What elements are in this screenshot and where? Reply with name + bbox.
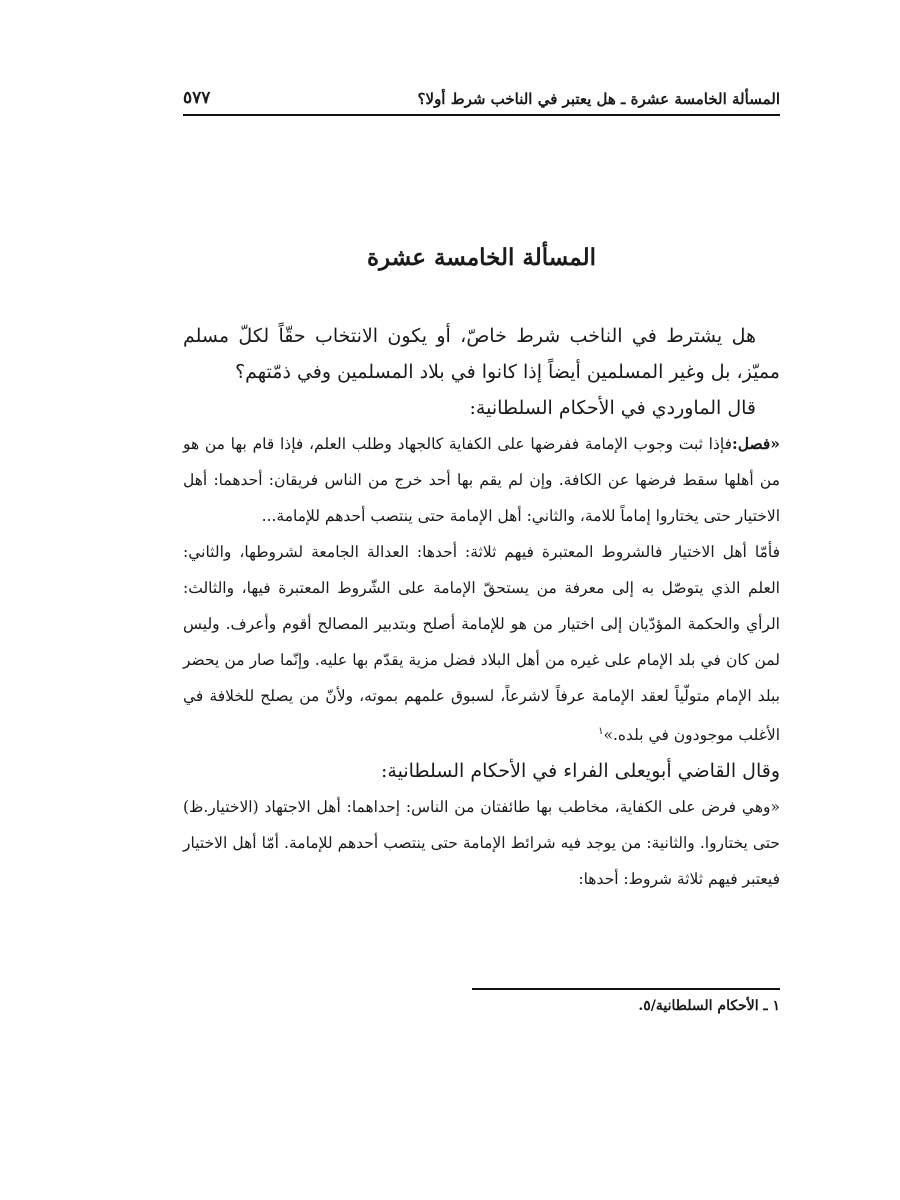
footnote-divider	[472, 988, 780, 990]
mawardi-intro: قال الماوردي في الأحكام السلطانية:	[469, 397, 756, 419]
abu-yala-quote: «وهي فرض على الكفاية، مخاطب بها طائفتان من الناس: إحداهما: أهل الاجتهاد (الاختيار.ظ) حتى يختاروا. والثانية: من يوجد فيه شرائط الإمامة حتى ينتصب أحدهم للإمامة. أمّا أهل الاختيار فيعتبر فيهم ثلاثة شروط: أحدها:	[183, 798, 780, 889]
running-title: المسألة الخامسة عشرة ـ هل يعتبر في الناخب شرط أولا؟	[417, 90, 780, 108]
abu-yala-intro: وقال القاضي أبويعلى الفراء في الأحكام السلطانية:	[381, 760, 780, 783]
page-body	[183, 318, 780, 897]
quote-heading: «فصل:	[732, 434, 780, 453]
page-number: ٥٧٧	[183, 88, 211, 108]
footnote-ref: ١	[598, 726, 604, 737]
page-header	[183, 88, 780, 116]
mawardi-quote-2	[183, 534, 780, 753]
mawardi-quote-2-text: فأمّا أهل الاختيار فالشروط المعتبرة فيهم ثلاثة: أحدها: العدالة الجامعة لشروطها، والثاني: العلم الذي يتوصّل به إلى معرفة من يستحقّ الإمامة على الشّروط المعتبرة فيها، والثالث: الرأي والحكمة المؤدّيان إلى اختيار من هو للإمامة أصلح وبتدبير المصالح أقوم وأعرف. وليس لمن كان في بلد الإمام على غيره من أهل البلاد فضل مزية يقدّم بها عليه. وإنّما صار من يحضر ببلد الإمام متولّياً لعقد الإمامة عرفاً لاشرعاً، لسبوق علمهم بموته، ولأنّ من يصلح للخلافة في الأغلب موجودون في بلده.»	[183, 543, 780, 745]
intro-paragraph: هل يشترط في الناخب شرط خاصّ، أو يكون الانتخاب حقّاً لكلّ مسلم مميّز، بل وغير المسلمين أيضاً إذا كانوا في بلاد المسلمين وفي ذمّتهم؟	[183, 325, 780, 383]
mawardi-quote-1-text: فإذا ثبت وجوب الإمامة ففرضها على الكفاية كالجهاد وطلب العلم، فإذا قام بها من هو من أهلها سقط فرضها عن الكافة. وإن لم يقم بها أحد خرج من الناس فريقان: أحدهما: أهل الاختيار حتى يختاروا إماماً للامة، والثاني: أهل الإمامة حتى ينتصب أحدهم للإمامة...	[183, 435, 780, 525]
mawardi-quote-1	[183, 426, 780, 534]
footnote: ١ ـ الأحكام السلطانية/٥.	[638, 998, 780, 1014]
chapter-title: المسألة الخامسة عشرة	[367, 244, 596, 271]
